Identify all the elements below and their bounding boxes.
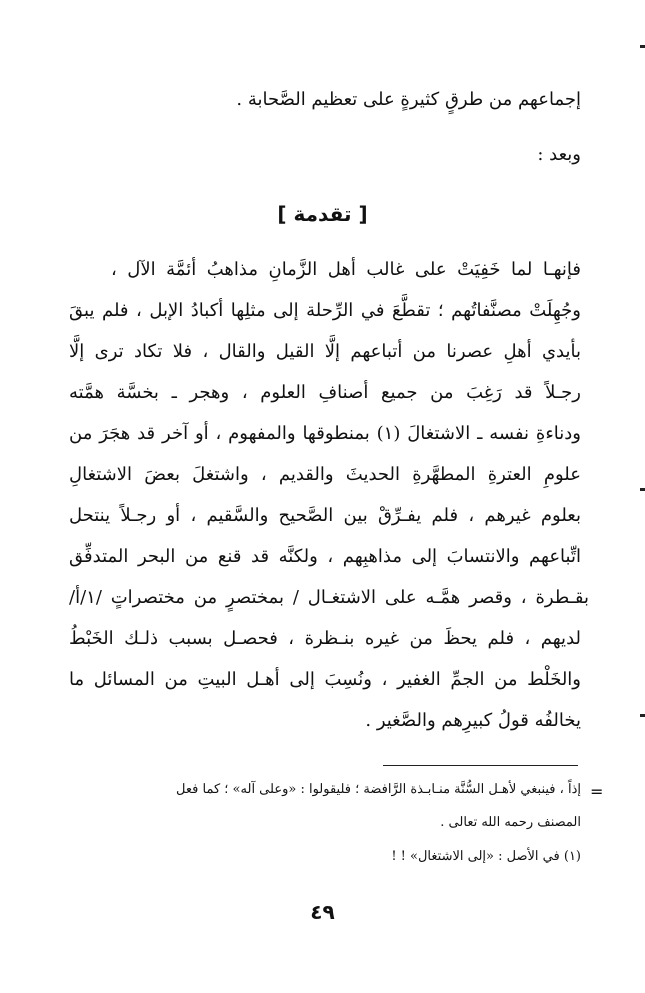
body-line: اتِّباعهم والانتسابَ إلى مذاهبِهم ، ولكنَّه قد قنع من البحر المتدفِّق <box>69 546 581 567</box>
body-line: وجُهِلَتْ مصنَّفاتُهم ؛ تقطَّعَ في الرِّحلة إلى مثلِها أكبادُ الإبل ، فلم يبقَ <box>69 300 581 321</box>
body-line: يخالفُه قولُ كبيرِهم والصَّغير . <box>365 710 581 731</box>
body-line: لديهم ، فلم يحظَ من غيره بنـظرة ، فحصـل بسبب ذلـك الخَبْطُ <box>69 628 581 649</box>
body-line: بقـطرة ، وقصر همَّـه على الاشتغـال / بمختصرٍ من مختصراتٍ /١/أ/ <box>69 587 589 608</box>
intro-line: إجماعهم من طرقٍ كثيرةٍ على تعظيم الصَّحابة . <box>236 89 581 110</box>
body-line: بأيدي أهلِ عصرنا من أتباعهم إلَّا القيل والقال ، فلا تكاد ترى إلَّا <box>69 341 581 362</box>
edge-mark <box>640 45 645 48</box>
body-line: فإنهـا لما خَفِيَتْ على غالب أهل الزَّمانِ مذاهبُ أئمَّة الآل ، <box>111 259 581 280</box>
edge-mark <box>640 714 645 717</box>
footnote-continuation: المصنف رحمه الله تعالى . <box>440 815 581 830</box>
body-line: رجـلاً قد رَغِبَ من جميع أصنافِ العلوم ، وهجر ـ بخسَّة همَّته <box>69 382 581 403</box>
footnote-continuation-marker: = <box>590 782 604 801</box>
footnote-rule <box>383 765 578 766</box>
page-number: ٤٩ <box>310 900 335 924</box>
edge-mark <box>640 488 645 491</box>
footnote-1: (١) في الأصل : «إلى الاشتغال» ! ! <box>391 849 581 864</box>
body-line: علومِ العترةِ المطهَّرةِ الحديثَ والقديم ، واشتغلَ بعضَ الاشتغالِ <box>69 464 581 485</box>
body-line: بعلوم غيرهم ، فلم يفـرِّقْ بين الصَّحيح والسَّقيم ، أو رجـلاً ينتحل <box>69 505 581 526</box>
wa-baad: وبعد : <box>537 144 581 165</box>
footnote-continuation: إذاً ، فينبغي لأهـل السُّنَّة منـابـذة الرَّافضة ؛ فليقولوا : «وعلى آله» ؛ كما فعل <box>176 782 581 797</box>
section-heading: [ تقدمة ] <box>277 202 368 226</box>
body-line: والخَلْط من الجمِّ الغفير ، ونُسِبَ إلى أهـل البيتِ من المسائل ما <box>69 669 581 690</box>
body-line: ودناءةِ نفسه ـ الاشتغالَ (١) بمنطوقها والمفهوم ، أو آخر قد هجَرَ من <box>69 423 581 444</box>
